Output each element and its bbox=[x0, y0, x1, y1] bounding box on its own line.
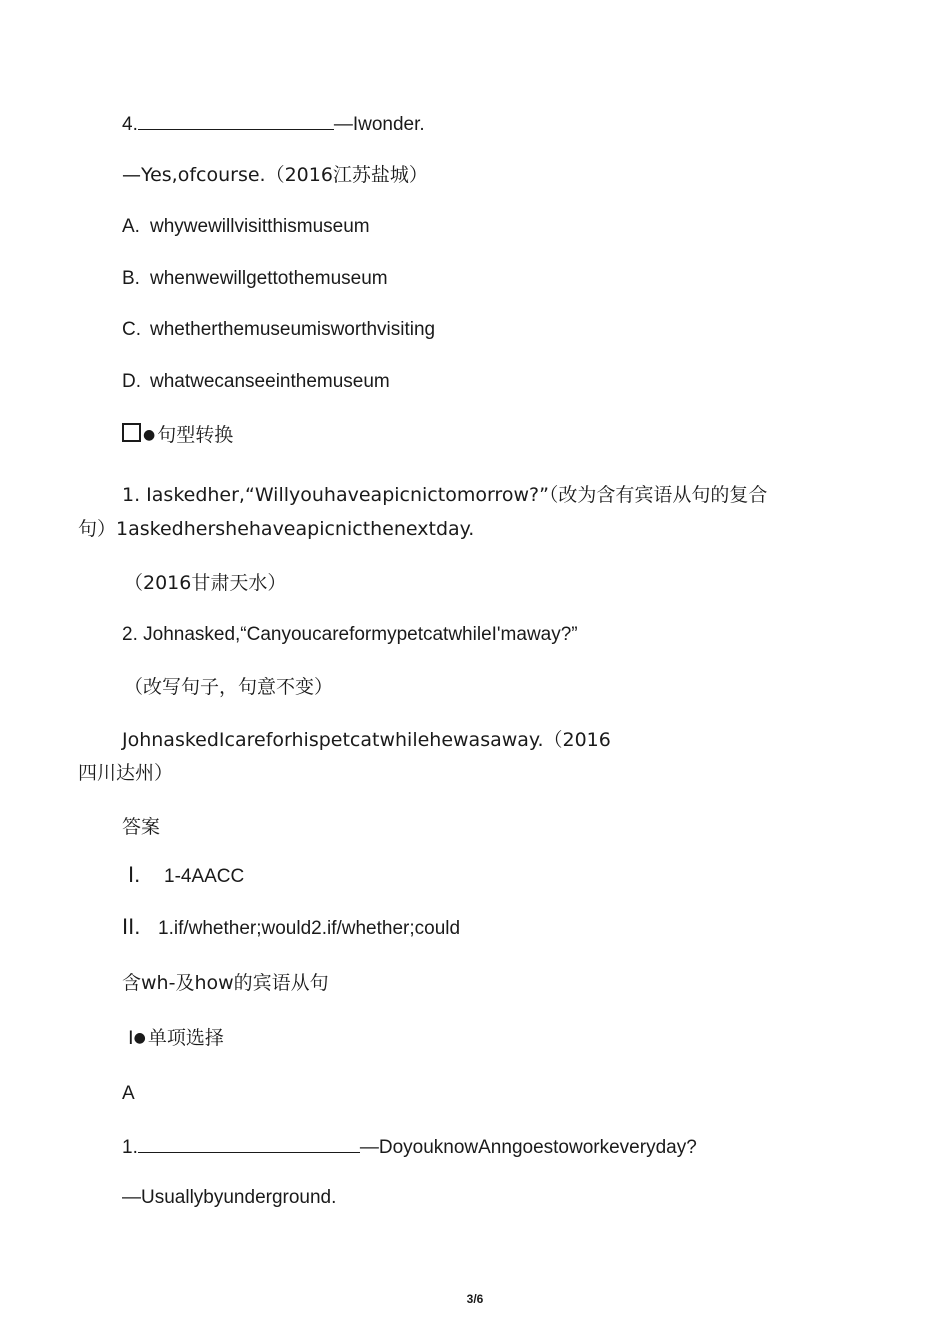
transform-item-2-line-1: 2. Johnasked,“CanyoucareformypetcatwhileI'maway?” bbox=[122, 624, 578, 645]
question-4-reply: —Yes,ofcourse.（2016江苏盐城） bbox=[122, 164, 428, 186]
page-number: 3/6 bbox=[466, 1292, 484, 1306]
square-icon bbox=[122, 423, 141, 442]
subheading-single-choice bbox=[128, 1026, 224, 1050]
transform-item-1-line-2: 句）1askedhershehaveapicnicthenextday. bbox=[78, 518, 475, 540]
option-d bbox=[122, 370, 390, 394]
question-number: 4. bbox=[122, 114, 138, 135]
option-letter: C. bbox=[122, 319, 141, 340]
next-section-title: 含wh-及how的宾语从句 bbox=[122, 972, 329, 994]
transform-item-1-line-1: 1. Iaskedher,“Willyouhaveapicnictomorrow?”（改为含有宾语从句的复合 bbox=[122, 484, 768, 506]
answer-row-2 bbox=[122, 915, 460, 941]
option-text: whenwewillgettothemuseum bbox=[150, 268, 388, 289]
option-text: whywewillvisitthismuseum bbox=[150, 216, 370, 237]
bullet-icon: ● bbox=[143, 427, 156, 443]
transform-item-1-source: （2016甘肃天水） bbox=[124, 572, 287, 594]
group-label: A bbox=[122, 1083, 135, 1104]
answer-row-1 bbox=[128, 863, 244, 889]
option-b bbox=[122, 267, 388, 291]
bullet-icon: ● bbox=[133, 1030, 146, 1046]
question-prompt: —DoyouknowAnngoestoworkeveryday? bbox=[359, 1137, 697, 1158]
answer-blank bbox=[138, 1134, 360, 1153]
question-1-reply: —Usuallybyunderground. bbox=[122, 1187, 337, 1208]
transform-item-2-instruction: （改写句子，句意不变） bbox=[124, 676, 334, 698]
question-1 bbox=[122, 1134, 697, 1160]
roman-numeral: I. bbox=[128, 862, 141, 887]
question-prompt: —Iwonder. bbox=[333, 114, 425, 135]
section-heading-text: 句型转换 bbox=[157, 424, 234, 446]
option-letter: B. bbox=[122, 268, 140, 289]
answer-text: 1.if/whether;would2.if/whether;could bbox=[158, 918, 461, 939]
answer-blank bbox=[138, 111, 334, 130]
option-letter: D. bbox=[122, 371, 141, 392]
question-number: 1. bbox=[122, 1137, 138, 1158]
section-heading-transform bbox=[122, 423, 233, 447]
option-a bbox=[122, 215, 370, 239]
answers-heading: 答案 bbox=[122, 816, 161, 838]
option-text: whatwecanseeinthemuseum bbox=[150, 371, 390, 392]
option-c bbox=[122, 318, 435, 342]
transform-item-2-source: 四川达州） bbox=[78, 762, 174, 784]
subheading-text: 单项选择 bbox=[147, 1027, 224, 1049]
roman-numeral: I bbox=[128, 1027, 134, 1049]
transform-item-2-line-2: JohnaskedIcareforhispetcatwhilehewasaway.（2016 bbox=[122, 729, 611, 751]
answer-text: 1-4AACC bbox=[164, 866, 245, 887]
question-4 bbox=[122, 111, 425, 137]
roman-numeral: II. bbox=[122, 914, 141, 939]
option-letter: A. bbox=[122, 216, 140, 237]
option-text: whetherthemuseumisworthvisiting bbox=[150, 319, 436, 340]
